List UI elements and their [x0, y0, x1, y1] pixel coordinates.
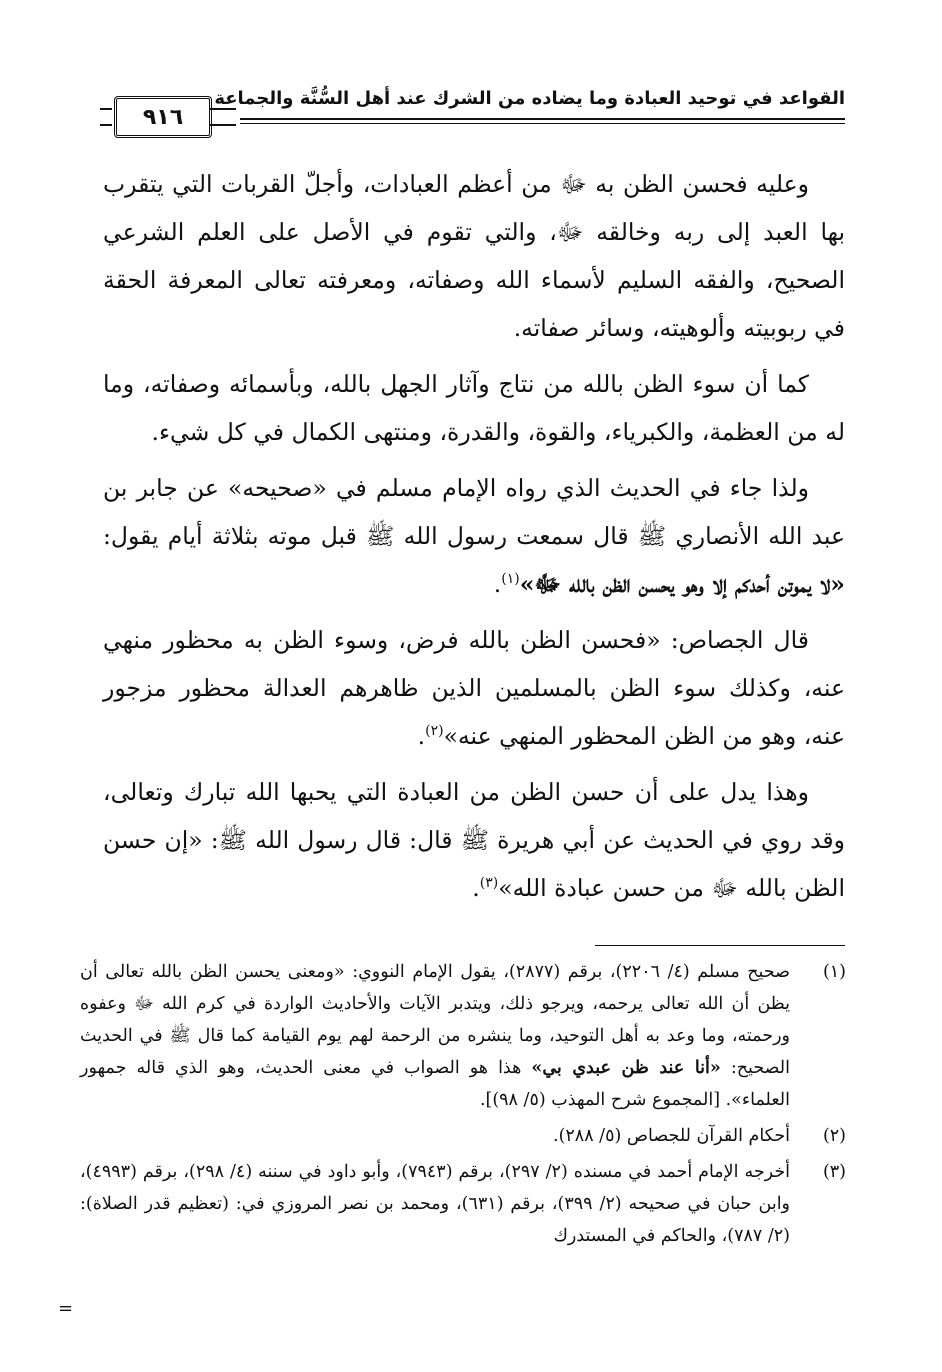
- paragraph-3-text: ولذا جاء في الحديث الذي رواه الإمام مسلم في «صحيحه» عن جابر بن عبد الله الأنصاري ﷺ قال سمعت رسول الله ﷺ قبل موته بثلاثة أيام يقول:: [103, 474, 845, 550]
- footnote-text: [80, 956, 790, 1116]
- footnote-3-text-a: أخرجه الإمام أحمد في مسنده (٢/ ٢٩٧)، برقم (٧٩٤٣)، وأبو داود في سننه (٤/ ٢٩٨)، برقم (٤٩٩٣)، وابن حبان في صحيحه (٢/ ٣٩٩)، برقم (٦٣١)، ومحمد بن نصر المروزي في: (تعظيم قدر الصلاة): (٢/ ٧٨٧)، والحاكم في المستدرك: [80, 1162, 791, 1246]
- footnote: [80, 956, 850, 1116]
- footnote: [80, 1120, 850, 1152]
- footnote-separator: [595, 945, 845, 946]
- header-ornament-right: [210, 108, 236, 126]
- page-header: [100, 78, 845, 134]
- footnote-number: (٢): [822, 1126, 846, 1146]
- footnotes: [80, 956, 850, 1256]
- footnote-text: [80, 1156, 790, 1252]
- page-number: ٩١٦: [114, 96, 212, 138]
- footnote-1-text-a: صحيح مسلم (٤/ ٢٢٠٦)، برقم (٢٨٧٧)، يقول الإمام النووي: «ومعنى يحسن الظن بالله تعالى أن يظن أن الله تعالى يرحمه، ويرجو ذلك، ويتدبر الآيات والأحاديث الواردة في كرم الله ﷻ وعفوه ورحمته، وما وعد به أهل التوحيد، وما ينشره من الرحمة لهم يوم القيامة كما قال ﷺ في الحديث الصحيح:: [80, 962, 791, 1078]
- paragraph-5-text: وهذا يدل على أن حسن الظن من العبادة التي يحبها الله تبارك وتعالى، وقد روي في الحديث عن أبي هريرة ﷺ قال: قال رسول الله ﷺ: «إن حسن الظن بالله ﷻ من حسن عبادة الله»: [103, 778, 845, 902]
- main-text: [103, 160, 845, 920]
- paragraph-4-end: .: [417, 722, 426, 750]
- paragraph-2-text: كما أن سوء الظن بالله من نتاج وآثار الجهل بالله، وبأسمائه وصفاته، وما له من العظمة، والكبرياء، والقوة، والقدرة، ومنتهى الكمال في كل شيء.: [103, 370, 845, 446]
- paragraph-4-text: قال الجصاص: «فحسن الظن بالله فرض، وسوء الظن به محظور منهي عنه، وكذلك سوء الظن بالمسلمين الذين ظاهرهم العدالة محظور مزجور عنه، وهو من الظن المحظور المنهي عنه»: [103, 626, 845, 750]
- paragraph-2: [103, 360, 845, 456]
- hadith-quote-1: «لا يموتن أحدكم إلا وهو يحسن الظن بالله ﷻ»: [519, 570, 845, 598]
- paragraph-5-end: .: [472, 874, 480, 902]
- footnote-number: (١): [822, 962, 846, 982]
- footnote-1-text-b: هذا هو الصواب في معنى الحديث، وهو الذي قاله جمهور العلماء». [المجموع شرح المهذب (٥/ ٩٨)].: [80, 1058, 790, 1110]
- footnote-ref-1[interactable]: (١): [501, 571, 520, 588]
- running-title: القواعد في توحيد العبادة وما يضاده من الشرك عند أهل السُّنَّة والجماعة: [214, 88, 845, 109]
- header-rule-thick: [240, 118, 845, 120]
- continuation-mark: =: [58, 1298, 74, 1319]
- paragraph-4: [103, 616, 845, 760]
- footnote-ref-3[interactable]: (٣): [479, 875, 499, 892]
- footnote: [80, 1156, 850, 1252]
- paragraph-1: [103, 160, 845, 352]
- footnote-number: (٣): [822, 1162, 846, 1182]
- paragraph-3: [103, 464, 845, 608]
- footnote-text: [80, 1120, 790, 1152]
- paragraph-5: [103, 768, 845, 912]
- paragraph-3-end: .: [493, 570, 502, 598]
- footnote-2-text-a: أحكام القرآن للجصاص (٥/ ٢٨٨).: [553, 1126, 790, 1146]
- footnote-ref-2[interactable]: (٢): [425, 723, 444, 740]
- paragraph-1-text: وعليه فحسن الظن به ﷻ من أعظم العبادات، وأجلّ القربات التي يتقرب بها العبد إلى ربه وخالقه ﷻ، والتي تقوم في الأصل على العلم الشرعي الصحيح، والفقه السليم لأسماء الله وصفاته، ومعرفته تعالى المعرفة الحقة في ربوبيته وألوهيته، وسائر صفاته.: [103, 170, 845, 342]
- header-rule-thin: [240, 123, 845, 124]
- footnote-1-bold: «أنا عند ظن عبدي بي»: [531, 1058, 721, 1078]
- header-ornament-left: [100, 108, 112, 126]
